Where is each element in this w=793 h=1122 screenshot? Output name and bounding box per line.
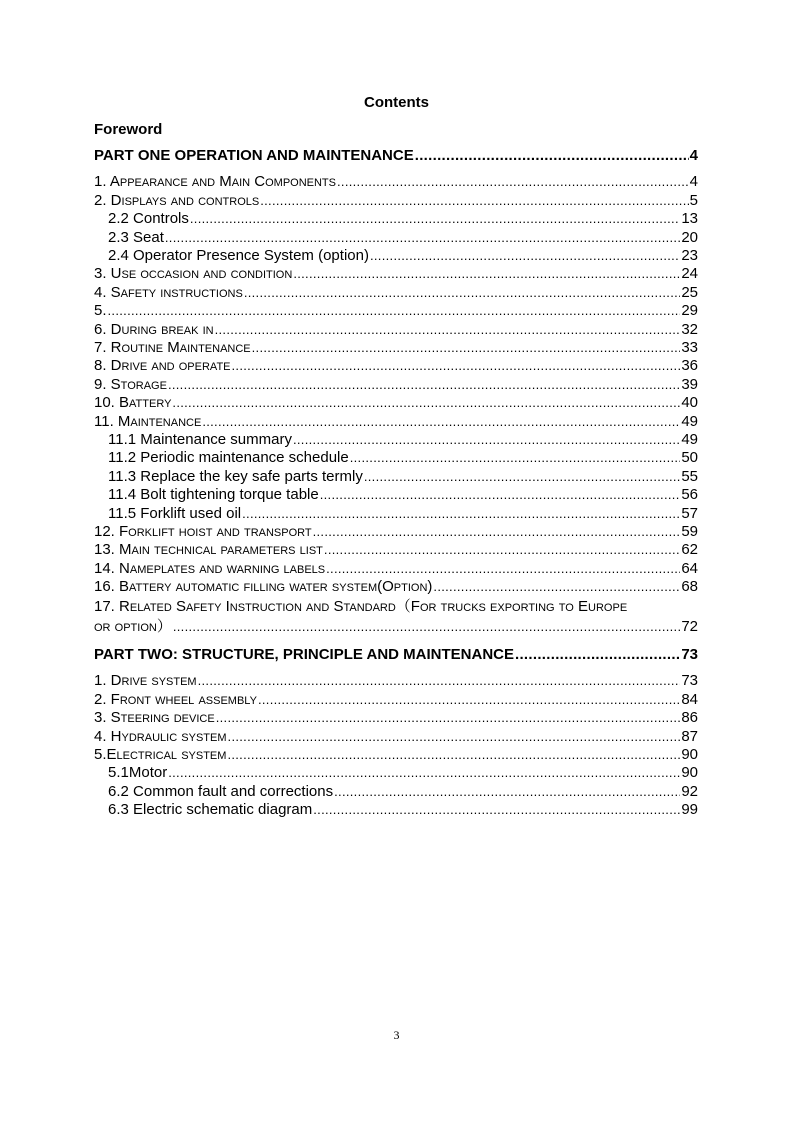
toc-leader xyxy=(172,394,680,412)
toc-label: 13. Main technical parameters list xyxy=(94,541,323,558)
toc-entry[interactable] xyxy=(108,764,698,782)
toc-entry[interactable] xyxy=(108,431,698,449)
toc-entry[interactable] xyxy=(94,192,698,210)
toc-label: 4. Safety instructions xyxy=(94,284,243,301)
toc-entry[interactable] xyxy=(108,468,698,486)
toc-leader xyxy=(334,783,680,801)
toc-entry[interactable] xyxy=(108,247,698,265)
toc-page: 90 xyxy=(681,764,698,781)
toc-leader xyxy=(242,505,680,523)
toc-page: 32 xyxy=(681,321,698,338)
toc-label: 16. Battery automatic filling water system(Option) xyxy=(94,578,433,595)
toc-label: 3. Use occasion and condition xyxy=(94,265,293,282)
toc-entry[interactable] xyxy=(108,783,698,801)
toc-label: PART ONE OPERATION AND MAINTENANCE xyxy=(94,147,414,164)
toc-leader xyxy=(216,709,681,727)
toc-leader xyxy=(515,646,680,664)
toc-leader xyxy=(313,801,680,819)
toc-leader xyxy=(324,541,680,559)
toc-label: 2. Front wheel assembly xyxy=(94,691,257,708)
toc-label: 5.1Motor xyxy=(108,764,168,781)
toc-leader xyxy=(260,192,688,210)
toc-leader xyxy=(320,486,681,504)
toc-entry[interactable] xyxy=(94,394,698,412)
toc-entry-17[interactable] xyxy=(94,618,698,636)
toc-label: 9. Storage xyxy=(94,376,167,393)
toc-label: 12. Forklift hoist and transport xyxy=(94,523,312,540)
toc-label: 7. Routine Maintenance xyxy=(94,339,251,356)
toc-entry[interactable] xyxy=(94,284,698,302)
toc-entry[interactable] xyxy=(108,210,698,228)
toc-page: 49 xyxy=(681,413,698,430)
toc-entry[interactable] xyxy=(108,229,698,247)
toc-page: 87 xyxy=(681,728,698,745)
toc-page: 62 xyxy=(681,541,698,558)
toc-entry[interactable] xyxy=(94,560,698,578)
toc-entry[interactable] xyxy=(94,691,698,709)
toc-page: 33 xyxy=(681,339,698,356)
toc-part-two[interactable] xyxy=(94,646,698,664)
toc-leader xyxy=(198,672,681,690)
toc-leader xyxy=(168,376,680,394)
toc-leader xyxy=(370,247,680,265)
toc-label: 14. Nameplates and warning labels xyxy=(94,560,326,577)
toc-leader xyxy=(293,431,680,449)
toc-entry-17-line1[interactable]: 17. Related Safety Instruction and Standard（For trucks exporting to Europe xyxy=(94,598,628,615)
toc-entry[interactable] xyxy=(94,541,698,559)
toc-leader xyxy=(313,523,681,541)
toc-page: 72 xyxy=(681,618,698,635)
toc-page: 59 xyxy=(681,523,698,540)
foreword-heading: Foreword xyxy=(94,121,163,138)
toc-label: 11.2 Periodic maintenance schedule xyxy=(108,449,349,466)
toc-leader xyxy=(165,229,680,247)
toc-label: 2.4 Operator Presence System (option) xyxy=(108,247,369,264)
toc-entry[interactable] xyxy=(94,339,698,357)
toc-leader xyxy=(350,449,681,467)
toc-entry[interactable] xyxy=(94,357,698,375)
toc-page: 86 xyxy=(681,709,698,726)
toc-entry[interactable] xyxy=(94,302,698,320)
toc-page: 56 xyxy=(681,486,698,503)
toc-page: 55 xyxy=(681,468,698,485)
toc-leader xyxy=(108,302,681,320)
toc-label: 11.3 Replace the key safe parts termly xyxy=(108,468,363,485)
toc-page: 23 xyxy=(681,247,698,264)
toc-label: 6.3 Electric schematic diagram xyxy=(108,801,313,818)
toc-label: PART TWO: STRUCTURE, PRINCIPLE AND MAINTENANCE xyxy=(94,646,514,663)
toc-page: 64 xyxy=(681,560,698,577)
toc-leader xyxy=(232,357,681,375)
toc-leader xyxy=(337,173,689,191)
toc-page: 92 xyxy=(681,783,698,800)
toc-page: 29 xyxy=(681,302,698,319)
toc-leader xyxy=(252,339,681,357)
toc-label: 5. xyxy=(94,302,107,319)
toc-page: 25 xyxy=(681,284,698,301)
toc-entry[interactable] xyxy=(108,505,698,523)
toc-page: 73 xyxy=(681,646,698,663)
toc-page: 99 xyxy=(681,801,698,818)
toc-entry[interactable] xyxy=(94,523,698,541)
toc-label: 3. Steering device xyxy=(94,709,215,726)
page-number: 3 xyxy=(393,1028,400,1042)
toc-page: 4 xyxy=(689,173,698,190)
toc-leader xyxy=(433,578,680,596)
toc-label: 4. Hydraulic system xyxy=(94,728,227,745)
toc-page: 13 xyxy=(681,210,698,227)
toc-page: 68 xyxy=(681,578,698,595)
toc-leader xyxy=(168,764,680,782)
toc-label: 11.5 Forklift used oil xyxy=(108,505,242,522)
toc-label: 6.2 Common fault and corrections xyxy=(108,783,334,800)
toc-label: 2.3 Seat xyxy=(108,229,164,246)
toc-leader xyxy=(202,413,680,431)
toc-entry[interactable] xyxy=(94,376,698,394)
toc-leader xyxy=(326,560,680,578)
toc-label: 11.1 Maintenance summary xyxy=(108,431,292,448)
page-title: Contents xyxy=(364,94,429,111)
toc-label: or option） xyxy=(94,618,172,635)
toc-page: 49 xyxy=(681,431,698,448)
toc-page: 20 xyxy=(681,229,698,246)
toc-page: 4 xyxy=(689,147,698,164)
toc-page: 39 xyxy=(681,376,698,393)
toc-entry[interactable] xyxy=(94,413,698,431)
toc-page: 5 xyxy=(689,192,698,209)
toc-entry[interactable] xyxy=(94,709,698,727)
toc-label: 5.Electrical system xyxy=(94,746,227,763)
toc-leader xyxy=(227,746,680,764)
toc-leader xyxy=(244,284,681,302)
toc-entry[interactable] xyxy=(108,801,698,819)
toc-page: 24 xyxy=(681,265,698,282)
toc-leader xyxy=(173,618,680,636)
toc-leader xyxy=(215,321,681,339)
toc-label: 2. Displays and controls xyxy=(94,192,260,209)
toc-page: 90 xyxy=(681,746,698,763)
toc-entry[interactable] xyxy=(94,728,698,746)
toc-page: 84 xyxy=(681,691,698,708)
toc-leader xyxy=(228,728,681,746)
toc-part-one[interactable] xyxy=(94,147,698,165)
toc-label: 1. Drive system xyxy=(94,672,197,689)
toc-leader xyxy=(258,691,680,709)
toc-label: 6. During break in xyxy=(94,321,214,338)
toc-label: 8. Drive and operate xyxy=(94,357,231,374)
toc-page: 73 xyxy=(681,672,698,689)
toc-leader xyxy=(293,265,680,283)
toc-page: 50 xyxy=(681,449,698,466)
toc-page: 36 xyxy=(681,357,698,374)
toc-leader xyxy=(364,468,680,486)
toc-entry[interactable] xyxy=(94,578,698,596)
toc-label: 2.2 Controls xyxy=(108,210,189,227)
toc-entry[interactable] xyxy=(94,672,698,690)
toc-entry[interactable] xyxy=(94,173,698,191)
toc-page: 40 xyxy=(681,394,698,411)
toc-page: 57 xyxy=(681,505,698,522)
toc-leader xyxy=(190,210,680,228)
toc-label: 1. Appearance and Main Components xyxy=(94,173,336,190)
toc-leader xyxy=(415,147,689,165)
toc-entry[interactable] xyxy=(94,321,698,339)
toc-entry[interactable] xyxy=(94,746,698,764)
toc-entry[interactable] xyxy=(94,265,698,283)
toc-label: 11.4 Bolt tightening torque table xyxy=(108,486,319,503)
toc-entry[interactable] xyxy=(108,449,698,467)
toc-entry[interactable] xyxy=(108,486,698,504)
toc-label: 11. Maintenance xyxy=(94,413,202,430)
toc-label: 10. Battery xyxy=(94,394,172,411)
